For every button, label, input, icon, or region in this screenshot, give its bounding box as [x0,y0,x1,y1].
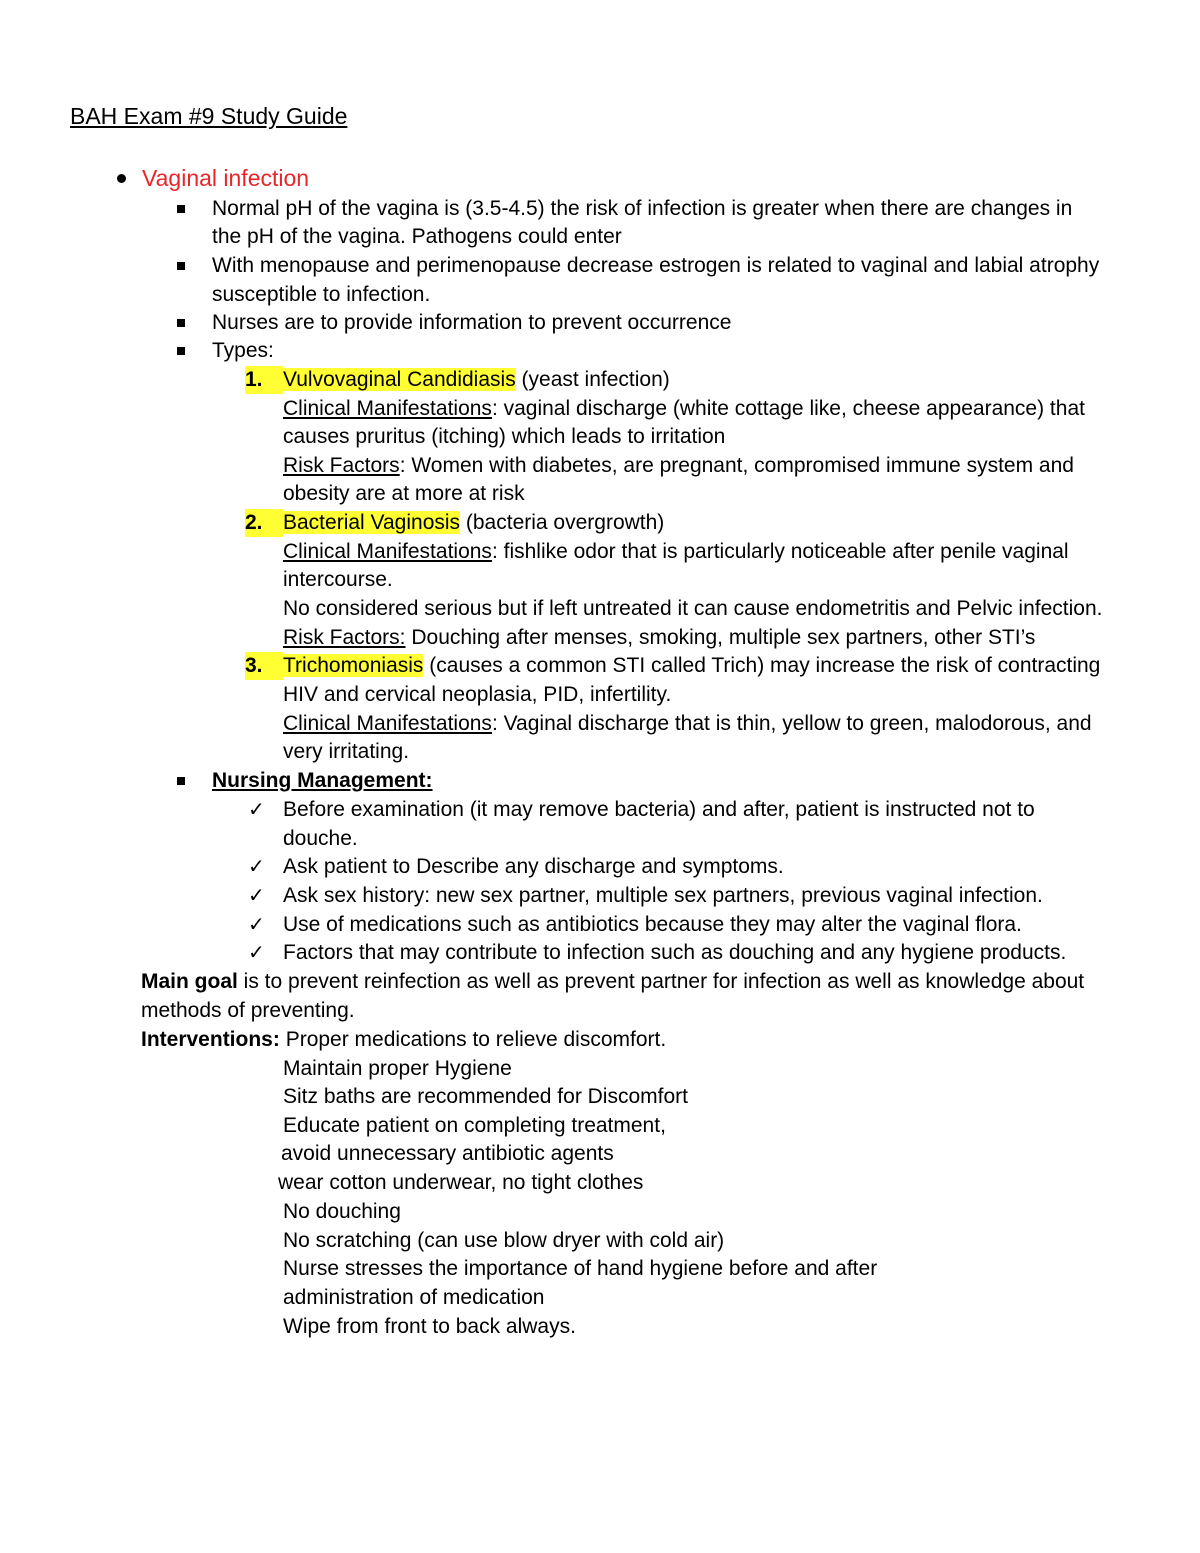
type-line: causes pruritus (itching) which leads to irritation [283,425,726,448]
main-goal-text: methods of preventing. [141,999,355,1022]
intervention-item: Nurse stresses the importance of hand hygiene before and after [283,1257,878,1280]
square-bullet-icon [177,777,185,785]
list-number: 2. [245,509,283,537]
main-goal-label: Main goal [141,970,238,993]
type-name: Bacterial Vaginosis [283,511,461,534]
type-desc: (causes a common STI called Trich) may increase the risk of contracting [423,654,1101,677]
section-heading: Vaginal infection [142,165,310,191]
type-text: : Vaginal discharge that is thin, yellow to green, malodorous, and [491,712,1092,735]
type-desc: (yeast infection) [515,368,670,391]
round-bullet-icon [117,174,126,183]
intervention-item: No scratching (can use blow dryer with cold air) [283,1229,725,1252]
risk-factors-label: Risk Factors [283,454,400,477]
clinical-manifestations-label: Clinical Manifestations [283,540,492,563]
intervention-item: Educate patient on completing treatment, [283,1114,666,1137]
square-bullet-icon [177,319,185,327]
checkmark-icon: ✓ [248,799,265,821]
check-item: Use of medications such as antibiotics because they may alter the vaginal flora. [283,913,1022,936]
type-text: Douching after menses, smoking, multiple sex partners, other STI’s [405,626,1036,649]
interventions [141,1026,666,1054]
type-desc: (bacteria overgrowth) [460,511,665,534]
square-bullet-icon [177,205,185,213]
page-title: BAH Exam #9 Study Guide [70,103,348,129]
type-name: Vulvovaginal Candidiasis [283,368,516,391]
type-title [283,509,664,537]
intervention-item: Maintain proper Hygiene [283,1057,512,1080]
checkmark-icon: ✓ [248,914,265,936]
list-number: 1. [245,366,283,394]
check-item: Ask patient to Describe any discharge and symptoms. [283,855,784,878]
main-goal [141,968,1084,996]
square-bullet-icon [177,347,185,355]
type-line [283,452,1074,480]
type-line: obesity are at more at risk [283,482,525,505]
type-line [283,395,1085,423]
bullet-line: susceptible to infection. [212,283,431,306]
check-item: Factors that may contribute to infection such as douching and any hygiene products. [283,941,1067,964]
type-line: very irritating. [283,740,410,763]
intervention-item: administration of medication [283,1286,545,1309]
type-line: HIV and cervical neoplasia, PID, infertility. [283,683,672,706]
type-title [283,366,670,394]
type-title [283,652,1100,680]
main-goal-text: is to prevent reinfection as well as prevent partner for infection as well as knowledge about [237,970,1085,993]
type-text: : fishlike odor that is particularly noticeable after penile vaginal [491,540,1069,563]
bullet-line: Nurses are to provide information to prevent occurrence [212,311,732,334]
checkmark-icon: ✓ [248,856,265,878]
bullet-line: the pH of the vagina. Pathogens could enter [212,225,622,248]
bullet-line: With menopause and perimenopause decrease estrogen is related to vaginal and labial atrophy [212,254,1100,277]
type-line [283,710,1092,738]
checkmark-icon: ✓ [248,942,265,964]
type-text: : vaginal discharge (white cottage like, cheese appearance) that [491,397,1085,420]
check-item: Ask sex history: new sex partner, multiple sex partners, previous vaginal infection. [283,884,1043,907]
type-name: Trichomoniasis [283,654,424,677]
type-text: : Women with diabetes, are pregnant, compromised immune system and [399,454,1074,477]
interventions-label: Interventions: [141,1028,280,1051]
type-line [283,538,1069,566]
intervention-item: Proper medications to relieve discomfort. [279,1028,667,1051]
clinical-manifestations-label: Clinical Manifestations [283,397,492,420]
type-line: No considered serious but if left untreated it can cause endometritis and Pelvic infection. [283,597,1103,620]
list-number: 3. [245,652,283,680]
clinical-manifestations-label: Clinical Manifestations [283,712,492,735]
checkmark-icon: ✓ [248,885,265,907]
bullet-line: Types: [212,339,274,362]
type-line [283,624,1035,652]
intervention-item: Wipe from front to back always. [283,1315,576,1338]
intervention-item: Sitz baths are recommended for Discomfort [283,1085,688,1108]
square-bullet-icon [177,262,185,270]
nursing-management-heading: Nursing Management: [212,769,433,792]
risk-factors-label: Risk Factors: [283,626,406,649]
intervention-item: avoid unnecessary antibiotic agents [281,1142,614,1165]
intervention-item: No douching [283,1200,401,1223]
check-item: douche. [283,827,358,850]
bullet-line: Normal pH of the vagina is (3.5-4.5) the risk of infection is greater when there are changes in [212,197,1073,220]
intervention-item: wear cotton underwear, no tight clothes [278,1171,644,1194]
type-line: intercourse. [283,568,393,591]
check-item: Before examination (it may remove bacteria) and after, patient is instructed not to [283,798,1035,821]
